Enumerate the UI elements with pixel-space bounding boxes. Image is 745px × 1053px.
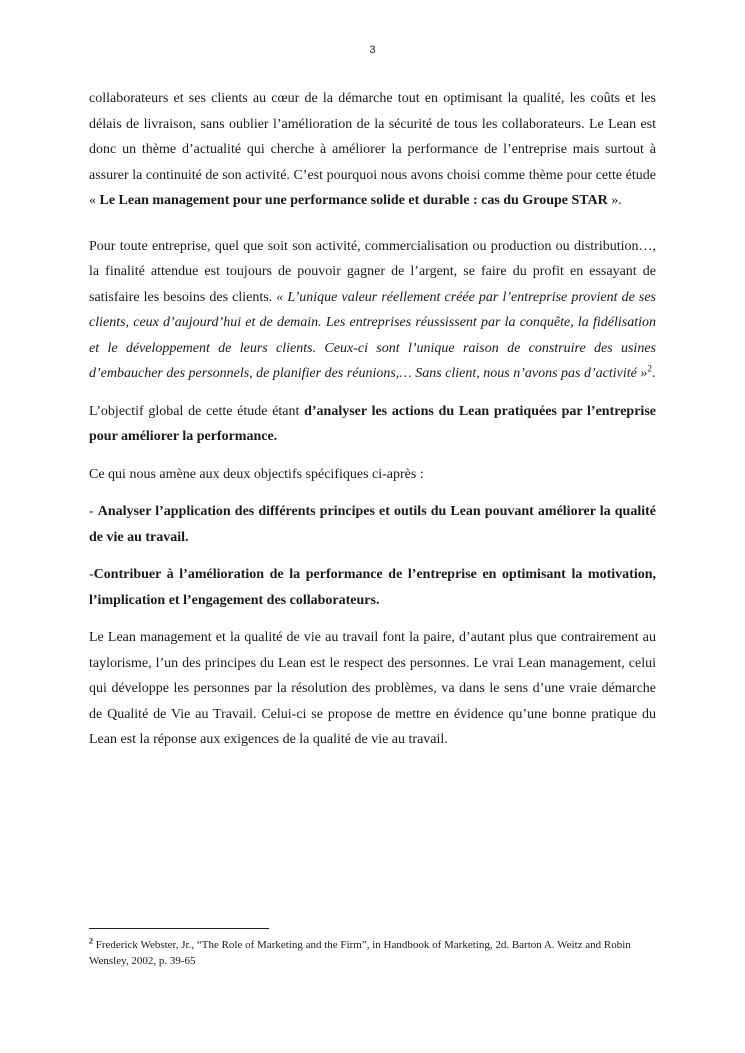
paragraph-objective	[89, 399, 656, 450]
footnote	[89, 937, 656, 969]
item-dash: -	[89, 567, 94, 582]
footnote-number: 2	[89, 936, 93, 946]
item-dash: -	[89, 504, 98, 519]
page-number: 3	[369, 44, 376, 56]
objective-item-1	[89, 499, 656, 550]
paragraph-end: .	[651, 366, 656, 381]
paragraph-lean-qvt: Le Lean management et la qualité de vie au travail font la paire, d’autant plus que contrairement au taylorisme, l’un des principes du Lean est le respect des personnes. Le vrai Lean management, celui qui développe les personnes par la résolution des problèmes, va dans le sens d’une vraie démarche de Qualité de Vie au Travail. Celui-ci se propose de mettre en évidence qu’une bonne pratique du Lean est la réponse aux exigences de la qualité de vie au travail.	[89, 630, 656, 747]
paragraph-intro-continued	[89, 86, 656, 214]
footnote-reference: 2	[647, 363, 652, 374]
objective-bold: d’analyser les actions du Lean pratiquées par l’entreprise pour améliorer la performance.	[89, 403, 656, 444]
objective-item-text: Contribuer à l’amélioration de la performance de l’entreprise en optimisant la motivation, l’implication et l’engagement des collaborateurs.	[89, 567, 656, 608]
paragraph-end: ».	[607, 193, 622, 208]
quote-text: « L’unique valeur réellement créée par l’entreprise provient de ses clients, ceux d’aujourd’hui et de demain. Les entreprises réussissent par la conquête, la fidélisation et le développement de leurs clients. Ceux-ci sont l’unique raison de construire des usines d’embaucher des personnels, de planifier des réunions,… Sans client, nous n’avons pas d’activité »	[89, 289, 656, 381]
paragraph-text: Pour toute entreprise, quel que soit son activité, commercialisation ou production ou distribution…, la finalité attendue est toujours de pouvoir gagner de l’argent, se faire du profit en essayant de satisfaire les besoins des clients.	[89, 238, 656, 305]
paragraph-specific-objectives-intro: Ce qui nous amène aux deux objectifs spécifiques ci-après :	[89, 466, 424, 482]
footnote-text: Frederick Webster, Jr., “The Role of Marketing and the Firm”, in Handbook of Marketing, 2d. Barton A. Weitz and Robin Wensley, 2002, p. 39-65	[89, 939, 631, 967]
footnote-divider	[89, 928, 269, 929]
study-title: Le Lean management pour une performance solide et durable : cas du Groupe STAR	[99, 193, 608, 208]
paragraph-text: L’objectif global de cette étude étant	[89, 403, 305, 419]
objective-item-2	[89, 562, 656, 613]
paragraph-text: collaborateurs et ses clients au cœur de la démarche tout en optimisant la qualité, les coûts et les délais de livraison, sans oublier l’amélioration de la sécurité de tous les collaborateurs. Le Lean est donc un thème d’actualité qui cherche à améliorer la performance de l’entreprise mais surtout à assurer la continuité de son activité. C’est pourquoi nous avons choisi comme thème pour cette étude «	[89, 91, 656, 208]
paragraph-profit	[89, 234, 656, 387]
main-text	[89, 86, 656, 753]
objective-item-text: Analyser l’application des différents principes et outils du Lean pouvant améliorer la qualité de vie au travail.	[89, 504, 656, 545]
